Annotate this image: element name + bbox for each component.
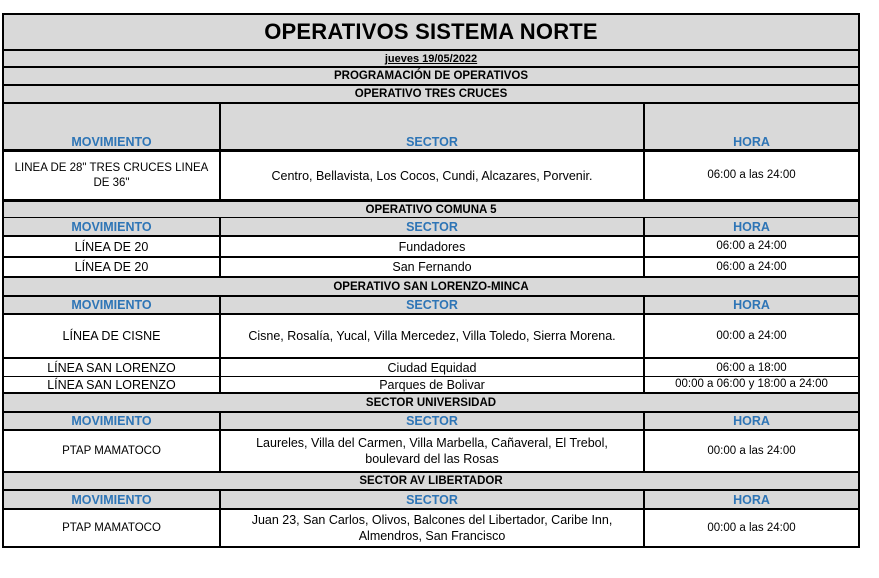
table-row [4,149,858,199]
table-row [4,313,858,357]
header-movimiento: MOVIMIENTO [71,219,152,234]
cell-movimiento: LÍNEA DE 20 [74,239,149,254]
title-row [4,15,858,49]
header-sector: SECTOR [219,491,643,508]
header-hora: HORA [643,104,858,149]
cell-movimiento: PTAP MAMATOCO [62,444,161,457]
cell-movimiento: LÍNEA DE 20 [74,260,149,274]
cell-sector: Fundadores [219,237,643,256]
subtitle-row [4,66,858,84]
header-movimiento: MOVIMIENTO [71,298,152,312]
cell-sector: San Fernando [219,258,643,276]
cell-movimiento: LÍNEA SAN LORENZO [47,377,176,392]
cell-hora: 00:00 a 06:00 y 18:00 a 24:00 [643,377,858,392]
section-header [4,471,858,489]
date-row [4,49,858,66]
cell-hora: 06:00 a las 24:00 [643,152,858,199]
cell-sector: Laureles, Villa del Carmen, Villa Marbella, Cañaveral, El Trebol, boulevard del las Rosas [219,431,643,471]
section-title: OPERATIVO TRES CRUCES [354,88,508,100]
cell-movimiento: PTAP MAMATOCO [62,521,161,534]
cell-sector: Centro, Bellavista, Los Cocos, Cundi, Alcazares, Porvenir. [219,152,643,199]
header-movimiento: MOVIMIENTO [71,135,152,149]
cell-hora: 06:00 a 24:00 [643,237,858,256]
table-row [4,256,858,276]
cell-hora: 06:00 a 18:00 [643,359,858,376]
column-header-row [4,217,858,235]
column-header-row [4,489,858,508]
column-header-row [4,295,858,313]
section-header [4,84,858,102]
page-title: OPERATIVOS SISTEMA NORTE [264,19,598,44]
table-row [4,357,858,376]
header-hora: HORA [643,413,858,429]
column-header-row [4,411,858,429]
cell-movimiento: LINEA DE 28" TRES CRUCES LINEA DE 36" [14,161,209,189]
table-row [4,376,858,392]
cell-hora: 00:00 a 24:00 [643,315,858,357]
header-sector: SECTOR [219,297,643,313]
header-hora: HORA [643,218,858,235]
header-sector: SECTOR [219,104,643,149]
cell-hora: 00:00 a las 24:00 [643,510,858,546]
header-movimiento: MOVIMIENTO [71,492,152,507]
subtitle-label: PROGRAMACIÓN DE OPERATIVOS [333,70,529,82]
section-title: OPERATIVO SAN LORENZO-MINCA [333,280,529,293]
cell-movimiento: LÍNEA SAN LORENZO [47,361,176,375]
section-title: SECTOR AV LIBERTADOR [359,475,503,487]
cell-hora: 06:00 a 24:00 [643,258,858,276]
section-header [4,392,858,411]
cell-movimiento: LÍNEA DE CISNE [62,329,161,343]
header-hora: HORA [643,491,858,508]
cell-sector: Parques de Bolivar [219,377,643,392]
header-hora: HORA [643,297,858,313]
section-header [4,199,858,217]
table-row [4,235,858,256]
section-title: SECTOR UNIVERSIDAD [365,396,497,409]
header-sector: SECTOR [219,413,643,429]
table-row [4,508,858,546]
cell-sector: Ciudad Equidad [219,359,643,376]
column-header-row [4,102,858,149]
cell-hora: 00:00 a las 24:00 [643,431,858,471]
section-title: OPERATIVO COMUNA 5 [365,203,497,216]
date-label: jueves 19/05/2022 [384,52,478,65]
header-sector: SECTOR [219,218,643,235]
table-row [4,429,858,471]
section-header [4,276,858,295]
operativos-table [2,13,860,548]
cell-sector: Juan 23, San Carlos, Olivos, Balcones del Libertador, Caribe Inn, Almendros, San Francisco [219,510,643,546]
header-movimiento: MOVIMIENTO [71,414,152,428]
cell-sector: Cisne, Rosalía, Yucal, Villa Mercedez, Villa Toledo, Sierra Morena. [219,315,643,357]
